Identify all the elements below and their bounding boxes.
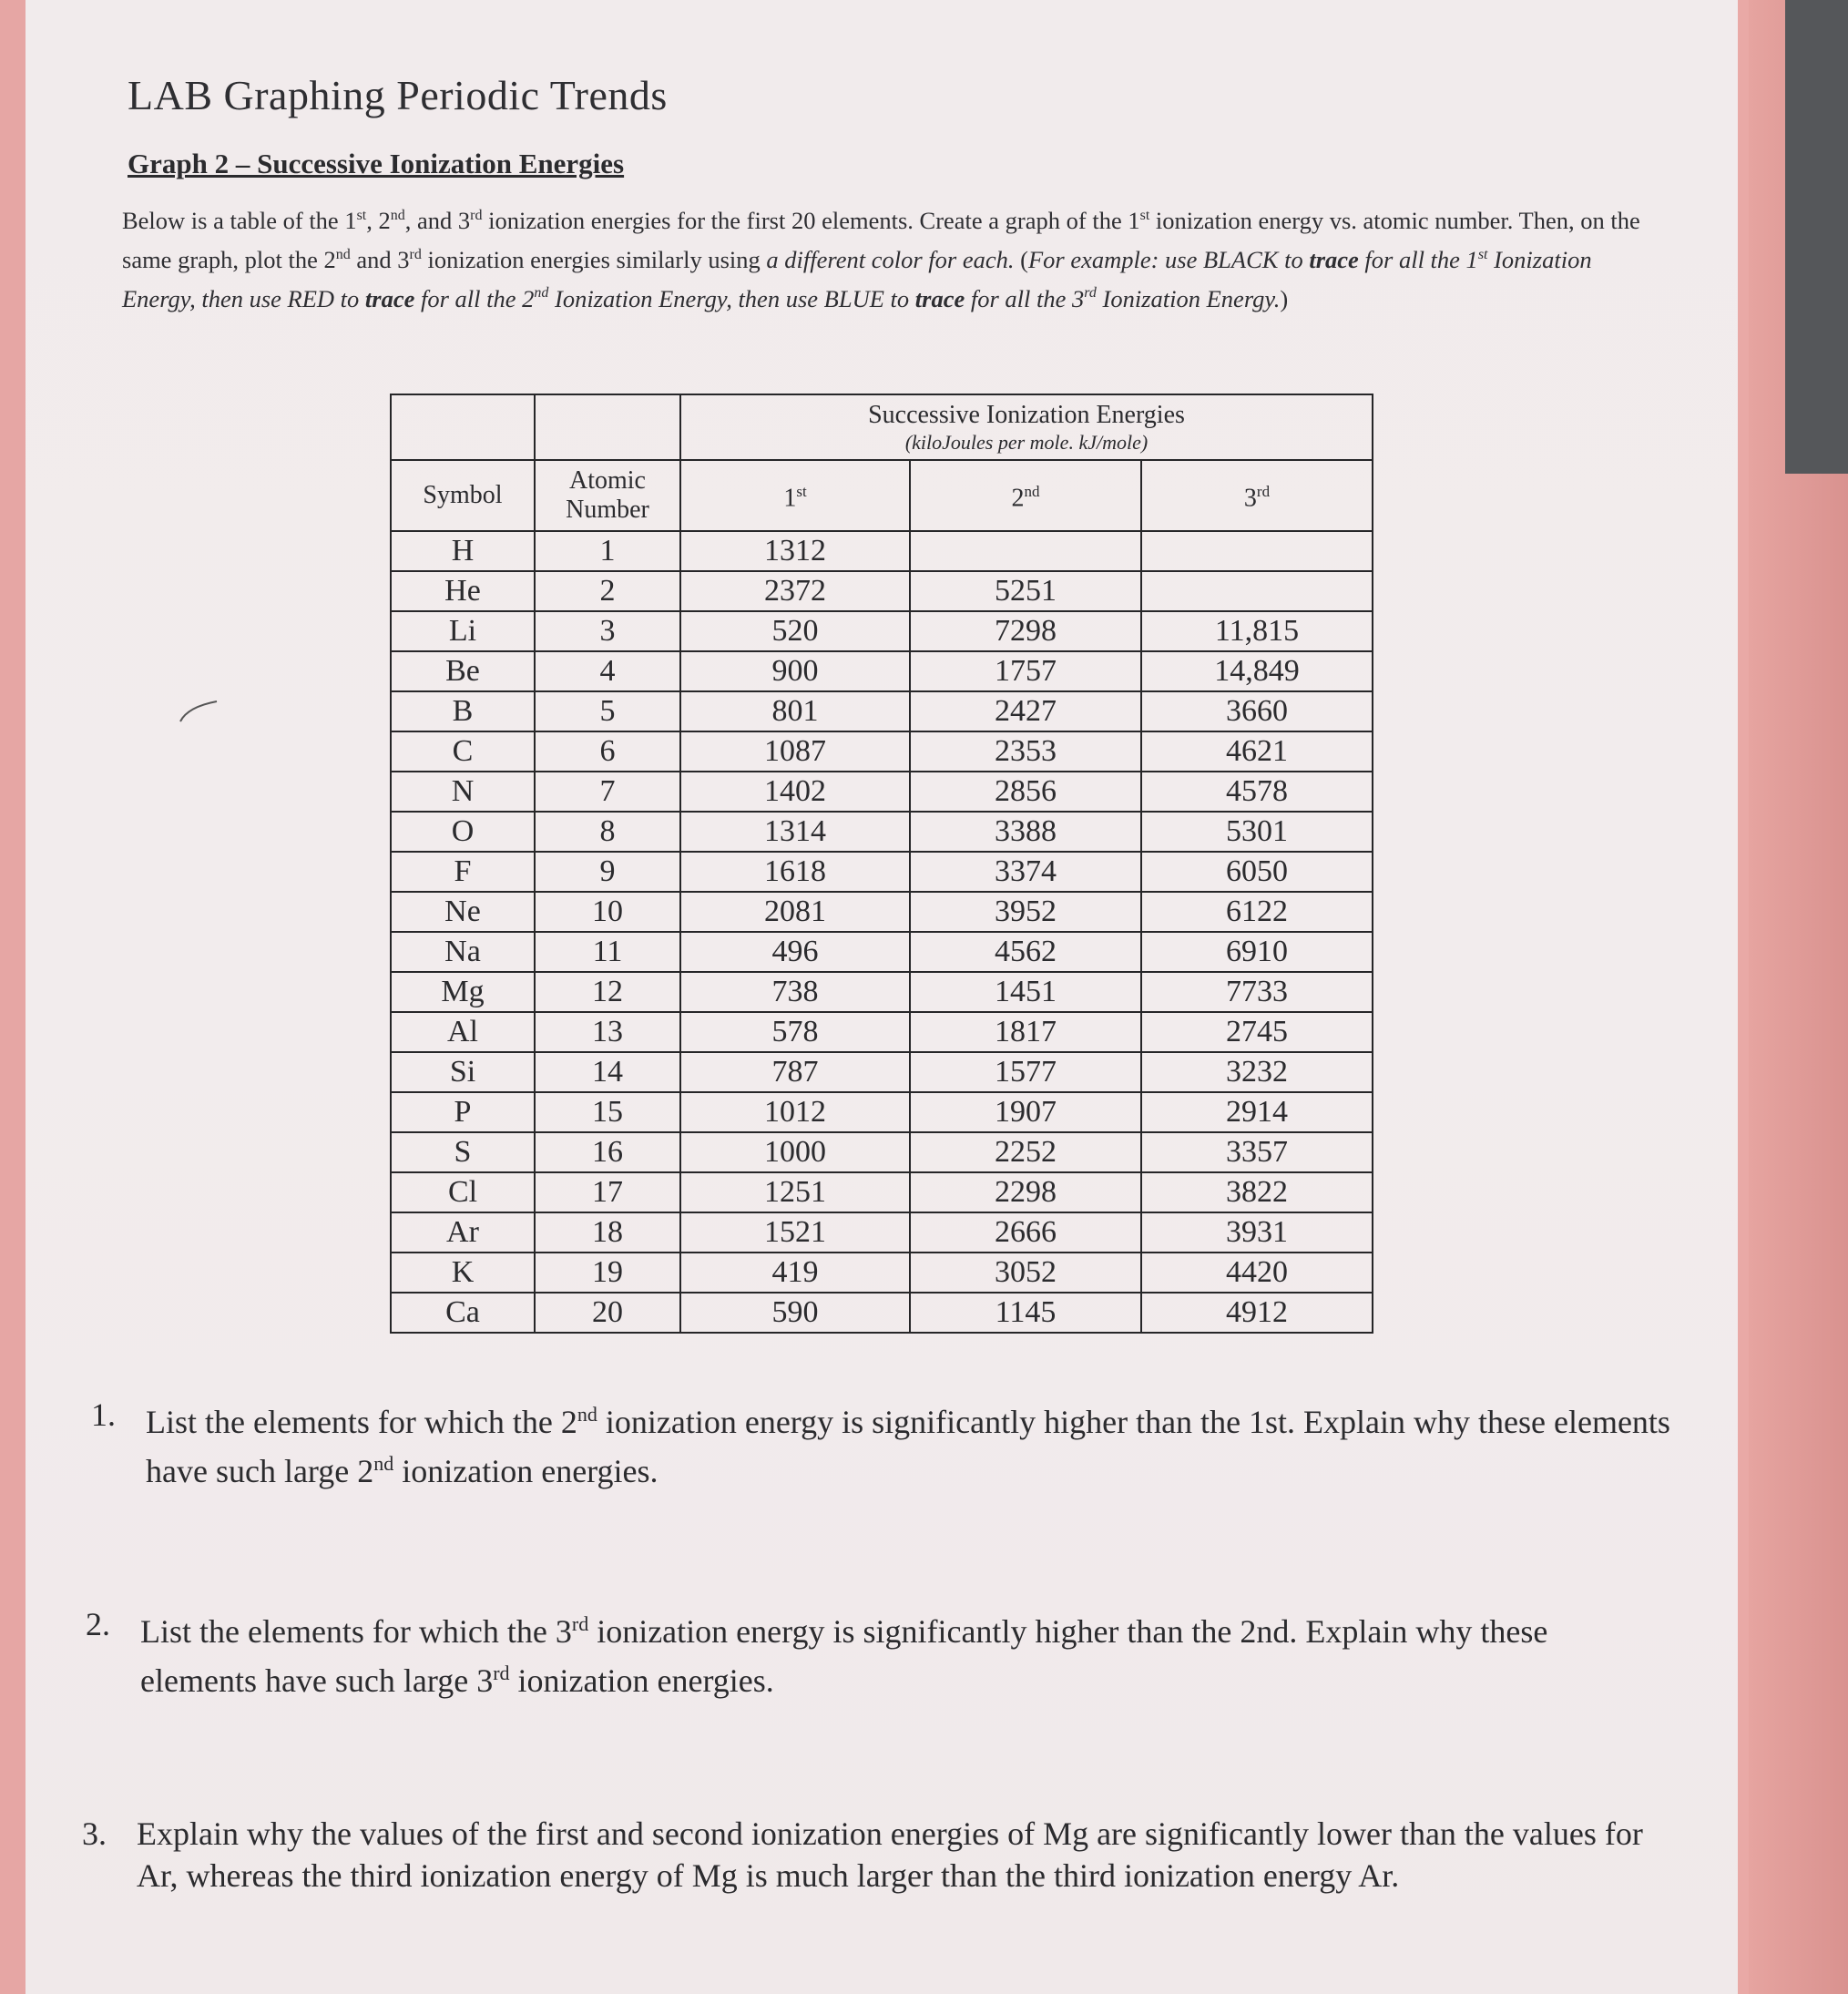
cell-third-ie: 6910 [1141, 932, 1373, 972]
cell-first-ie: 787 [680, 1052, 910, 1092]
cell-third-ie: 6122 [1141, 892, 1373, 932]
cell-first-ie: 590 [680, 1293, 910, 1333]
cell-second-ie: 3052 [910, 1253, 1141, 1293]
column-header-atomic-number: Atomic Number [535, 460, 680, 531]
cell-atomic-number: 3 [535, 611, 680, 651]
cell-atomic-number: 17 [535, 1172, 680, 1212]
empty-header-cell [535, 394, 680, 460]
cell-third-ie: 4578 [1141, 772, 1373, 812]
cell-second-ie: 1145 [910, 1293, 1141, 1333]
cell-third-ie: 11,815 [1141, 611, 1373, 651]
cell-symbol: Li [391, 611, 535, 651]
table-row [391, 1052, 1373, 1092]
cell-second-ie: 2353 [910, 731, 1141, 772]
cell-third-ie: 4420 [1141, 1253, 1373, 1293]
pen-mark [179, 696, 219, 723]
cell-first-ie: 1251 [680, 1172, 910, 1212]
cell-first-ie: 1314 [680, 812, 910, 852]
cell-second-ie: 2856 [910, 772, 1141, 812]
cell-atomic-number: 10 [535, 892, 680, 932]
cell-first-ie: 520 [680, 611, 910, 651]
cell-first-ie: 1012 [680, 1092, 910, 1132]
table-row [391, 1132, 1373, 1172]
cell-third-ie: 2745 [1141, 1012, 1373, 1052]
table-column-header-row [391, 460, 1373, 531]
cell-symbol: O [391, 812, 535, 852]
cell-first-ie: 1000 [680, 1132, 910, 1172]
cell-atomic-number: 19 [535, 1253, 680, 1293]
cell-third-ie: 3660 [1141, 691, 1373, 731]
column-header-third: 3rd [1141, 460, 1373, 531]
cell-third-ie: 3931 [1141, 1212, 1373, 1253]
instructions-paragraph: Below is a table of the 1st, 2nd, and 3rd ionization energies for the first 20 elements. Create a graph of the 1st ionization energy vs. atomic number. Then, on the same graph, plot the 2nd and 3rd ionization energies similarly using a different color for each. (For example: use BLACK to trace for all the 1st Ionization Energy, then use RED to trace for all the 2nd Ionization Energy, then use BLUE to trace for all the 3rd Ionization Energy.) [122, 206, 1640, 312]
worksheet: LAB Graphing Periodic Trends Graph 2 – Successive Ionization Energies Below is a table of the 1st, 2nd, and 3rd ionization energies for the first 20 elements. Create a graph of the 1st ionization energy vs. atomic number. Then, on the same graph, plot the 2nd and 3rd ionization energies similarly using a different color for each. (For example: use BLACK to trace for all the 1st Ionization Energy, then use RED to trace for all the 2nd Ionization Energy, then use BLUE to trace for all the 3rd Ionization Energy.) Successive Ionization Energies (kiloJoules per mole. kJ/mole) Symbol Atomic Number 1st 2nd 3rd H 1 1312 He 2 2372 5251 Li 3 520 7298 11,815 Be 4 900 1757 14,849 B 5 801 2427 3660 C 6 1087 2353 4621 N 7 1402 2856 4578 O 8 1314 3388 5301 F 9 1618 3374 6050 Ne 10 2081 3952 6122 Na 11 496 4562 6910 Mg 12 738 1451 7733 Al 13 578 1817 2745 Si 14 787 1577 3232 P 15 1012 1907 2914 S 16 1000 2252 3357 Cl 17 1251 2298 3822 Ar 18 1521 2666 3931 K 19 419 3052 4420 Ca 20 590 1145 4912 1. List the elements for which the 2nd ionization energy is significantly higher than the 1st. Explain why these elements have such large 2nd ionization energies. 2. List the elements for which the 3rd ionization energy is significantly higher than the 2nd. Explain why these elements have such large 3rd ionization energies. 3. Explain why the values of the first and second ionization energies of Mg are significantly lower than the values for Ar, whereas the third ionization energy of Mg is much larger than the third ionization energy Ar. [82, 72, 1670, 1894]
cell-third-ie: 7733 [1141, 972, 1373, 1012]
table-row [391, 892, 1373, 932]
table-group-header-row [391, 394, 1373, 460]
cell-second-ie: 4562 [910, 932, 1141, 972]
table-row [391, 731, 1373, 772]
cell-symbol: Al [391, 1012, 535, 1052]
cell-symbol: Cl [391, 1172, 535, 1212]
table-row [391, 611, 1373, 651]
table-row [391, 852, 1373, 892]
cell-first-ie: 900 [680, 651, 910, 691]
cell-atomic-number: 7 [535, 772, 680, 812]
cell-third-ie [1141, 531, 1373, 571]
empty-header-cell [391, 394, 535, 460]
cell-symbol: P [391, 1092, 535, 1132]
cell-third-ie: 5301 [1141, 812, 1373, 852]
cell-first-ie: 1618 [680, 852, 910, 892]
units-label: (kiloJoules per mole. kJ/mole) [904, 431, 1149, 454]
cell-third-ie: 4912 [1141, 1293, 1373, 1333]
table-row [391, 1012, 1373, 1052]
cell-first-ie: 2081 [680, 892, 910, 932]
cell-second-ie: 2298 [910, 1172, 1141, 1212]
table-row [391, 1212, 1373, 1253]
cell-symbol: Be [391, 651, 535, 691]
table-row [391, 772, 1373, 812]
cell-third-ie: 14,849 [1141, 651, 1373, 691]
cell-second-ie: 3374 [910, 852, 1141, 892]
cell-atomic-number: 16 [535, 1132, 680, 1172]
cell-second-ie: 3952 [910, 892, 1141, 932]
cell-first-ie: 1087 [680, 731, 910, 772]
cell-symbol: H [391, 531, 535, 571]
cell-first-ie: 1312 [680, 531, 910, 571]
cell-second-ie: 7298 [910, 611, 1141, 651]
cell-atomic-number: 2 [535, 571, 680, 611]
cell-atomic-number: 8 [535, 812, 680, 852]
group-header: Successive Ionization Energies (kiloJoules per mole. kJ/mole) [680, 394, 1373, 460]
column-header-symbol: Symbol [391, 460, 535, 531]
cell-atomic-number: 4 [535, 651, 680, 691]
cell-second-ie: 1577 [910, 1052, 1141, 1092]
cell-atomic-number: 13 [535, 1012, 680, 1052]
cell-second-ie: 2252 [910, 1132, 1141, 1172]
cell-atomic-number: 11 [535, 932, 680, 972]
cell-first-ie: 738 [680, 972, 910, 1012]
cell-symbol: S [391, 1132, 535, 1172]
table-row [391, 812, 1373, 852]
cell-atomic-number: 1 [535, 531, 680, 571]
cell-first-ie: 1402 [680, 772, 910, 812]
cell-symbol: K [391, 1253, 535, 1293]
cell-atomic-number: 12 [535, 972, 680, 1012]
cell-third-ie: 3822 [1141, 1172, 1373, 1212]
cell-atomic-number: 9 [535, 852, 680, 892]
cell-first-ie: 419 [680, 1253, 910, 1293]
cell-symbol: N [391, 772, 535, 812]
cell-atomic-number: 14 [535, 1052, 680, 1092]
column-header-first: 1st [680, 460, 910, 531]
cell-symbol: C [391, 731, 535, 772]
table-row [391, 1293, 1373, 1333]
cell-symbol: Si [391, 1052, 535, 1092]
cell-third-ie [1141, 571, 1373, 611]
cell-atomic-number: 5 [535, 691, 680, 731]
table-row [391, 531, 1373, 571]
table-row [391, 571, 1373, 611]
cell-atomic-number: 6 [535, 731, 680, 772]
section-subtitle: Graph 2 – Successive Ionization Energies [128, 148, 625, 179]
cell-third-ie: 6050 [1141, 852, 1373, 892]
table-body [391, 531, 1373, 1333]
cell-second-ie: 1757 [910, 651, 1141, 691]
cell-second-ie: 2666 [910, 1212, 1141, 1253]
cell-second-ie: 1451 [910, 972, 1141, 1012]
cell-atomic-number: 18 [535, 1212, 680, 1253]
table-row [391, 651, 1373, 691]
page-title: LAB Graphing Periodic Trends [128, 72, 668, 118]
cell-third-ie: 4621 [1141, 731, 1373, 772]
cell-symbol: Mg [391, 972, 535, 1012]
cell-symbol: B [391, 691, 535, 731]
table-row [391, 691, 1373, 731]
cell-second-ie: 1817 [910, 1012, 1141, 1052]
cell-first-ie: 2372 [680, 571, 910, 611]
cell-atomic-number: 20 [535, 1293, 680, 1333]
cell-first-ie: 1521 [680, 1212, 910, 1253]
table-row [391, 1092, 1373, 1132]
cell-first-ie: 801 [680, 691, 910, 731]
column-header-second: 2nd [910, 460, 1141, 531]
ionization-energy-table [390, 394, 1373, 1334]
table-row [391, 1172, 1373, 1212]
cell-second-ie: 2427 [910, 691, 1141, 731]
cell-second-ie: 1907 [910, 1092, 1141, 1132]
cell-second-ie: 5251 [910, 571, 1141, 611]
cell-third-ie: 2914 [1141, 1092, 1373, 1132]
cell-symbol: Na [391, 932, 535, 972]
table-row [391, 1253, 1373, 1293]
cell-third-ie: 3357 [1141, 1132, 1373, 1172]
cell-symbol: He [391, 571, 535, 611]
cell-second-ie [910, 531, 1141, 571]
cell-third-ie: 3232 [1141, 1052, 1373, 1092]
cell-second-ie: 3388 [910, 812, 1141, 852]
table-row [391, 932, 1373, 972]
cell-first-ie: 578 [680, 1012, 910, 1052]
cell-first-ie: 496 [680, 932, 910, 972]
table-row [391, 972, 1373, 1012]
cell-symbol: Ca [391, 1293, 535, 1333]
cell-atomic-number: 15 [535, 1092, 680, 1132]
cell-symbol: Ar [391, 1212, 535, 1253]
cell-symbol: F [391, 852, 535, 892]
cell-symbol: Ne [391, 892, 535, 932]
